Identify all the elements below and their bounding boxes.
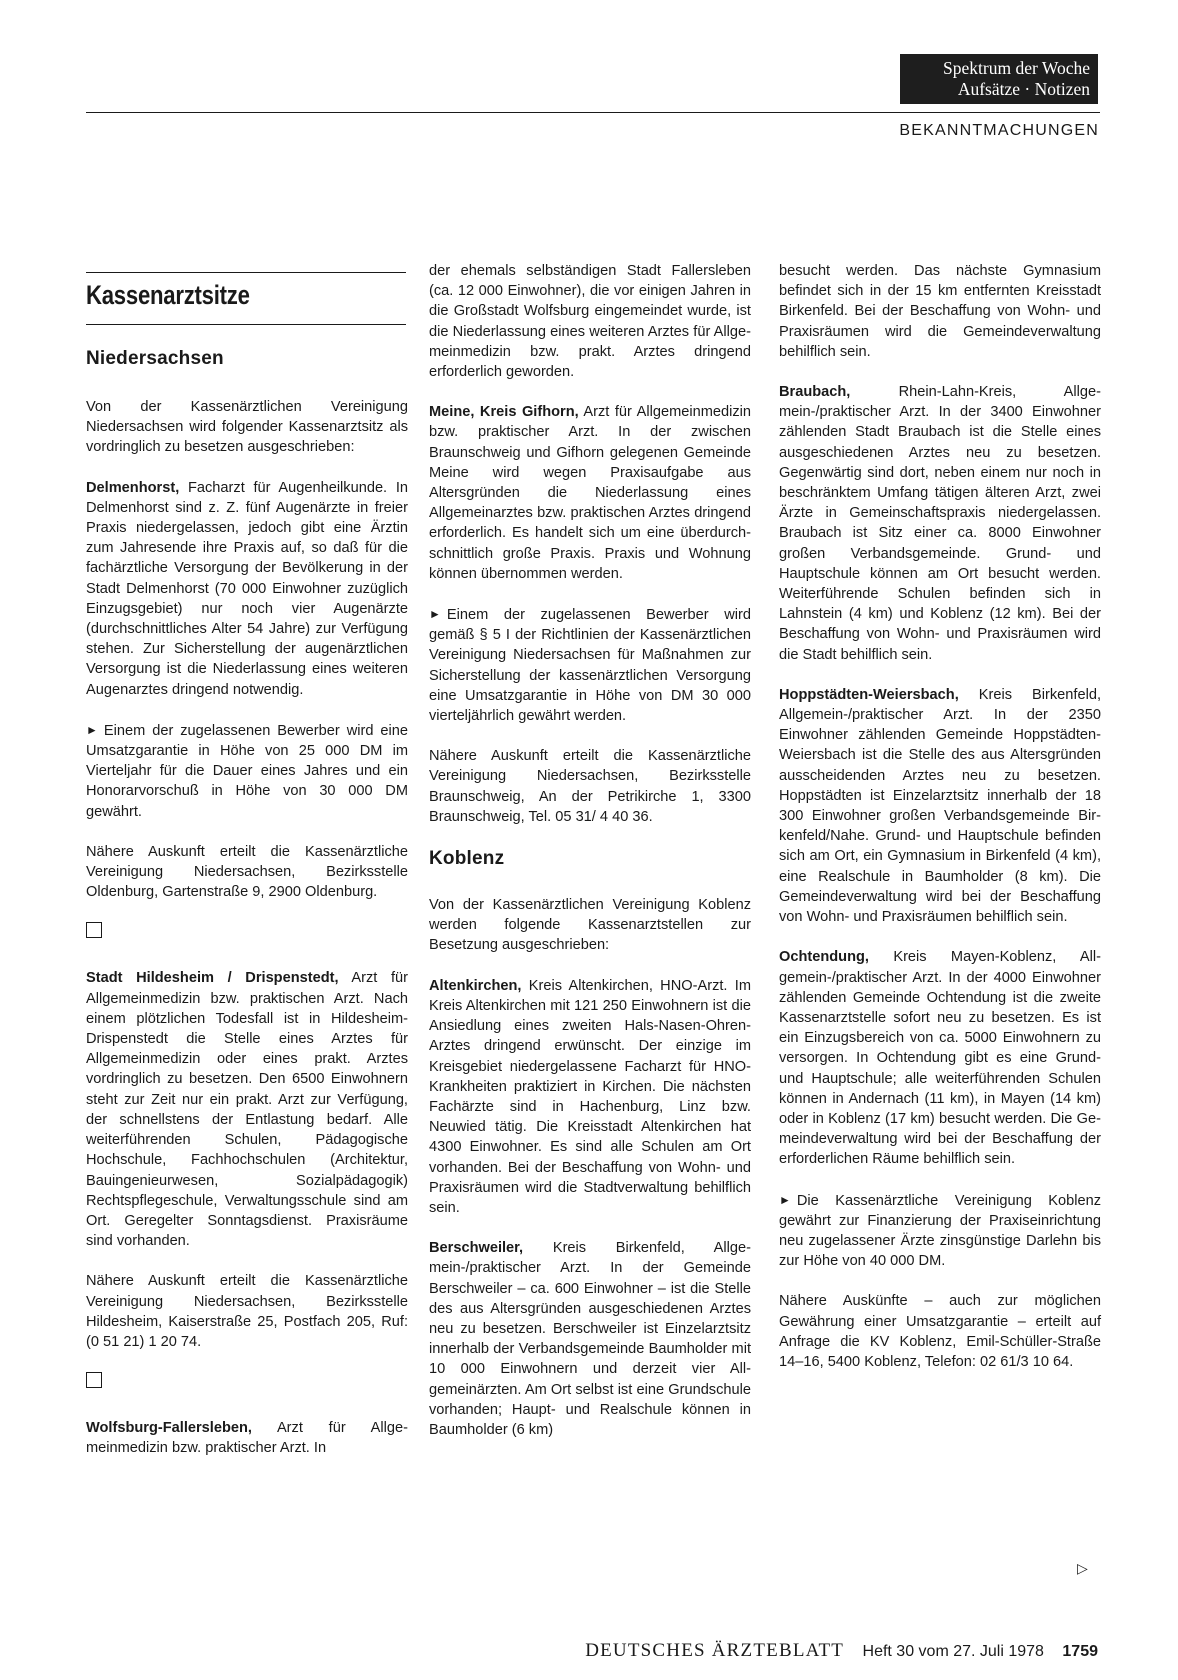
guarantee-paragraph — [429, 604, 751, 726]
title-rule-top — [86, 272, 406, 273]
separator-square-icon — [86, 922, 102, 938]
finance-text: Die Kassenärztliche Vereinigung Koblenz gewährt zur Finanzierung der Praxiseinrichtung neu zugelassener Ärzte zinsgünstige Darlehn bis zur Höhe von 40 000 DM. — [779, 1192, 1101, 1270]
listing-delmenhorst — [86, 478, 408, 700]
listing-text: Kreis Birkenfeld, Allgemein-/praktischer Arzt. In der 2350 Einwohner zählenden Gemeinde Hoppstädten-Weiersbach ist die Stelle des aus Altersgründen ausscheidenden Arztes neu zu besetzen. Hoppstädten ist Einzelarztsitz innerhalb der 18 300 Einwohner großen Verbandsgemeinde Birkenfeld/Nahe. Grund- und Hauptschule befinden sich am Ort, ein Gymnasium in Birkenfeld (4 km), eine Realschule in Baumholder (8 km). Die Gemeindeverwaltung wird bei der Beschaffung von Wohn- und Praxisräumen behilflich sein. — [779, 686, 1101, 926]
column-1 — [86, 345, 408, 1479]
listing-title: Berschweiler, — [429, 1240, 524, 1257]
listing-text: Arzt für Allgemeinmedizin bzw. praktischer Arzt. In der zwischen Braunschweig und Gifhorn gelegenen Gemeinde Meine wird wegen Praxisaufgabe aus Altersgründen die Niederlassung eines Allgemeinarztes bzw. praktischen Arztes dringend erforderlich. Es handelt sich um eine überdurchschnittlich große Praxis. Praxis und Wohnung können übernommen werden. — [429, 404, 751, 582]
guarantee-text: Einem der zugelassenen Bewerber wird eine Umsatzgarantie in Höhe von 25 000 DM im Vierteljahr für die Dauer eines Jahres und ein Honorarvorschuß in Höhe von 30 000 DM gewährt. — [86, 722, 408, 820]
arrow-icon: ► — [429, 607, 441, 622]
journal-name: DEUTSCHES ÄRZTEBLATT — [585, 1640, 845, 1661]
arrow-icon: ► — [86, 722, 98, 737]
listing-text: Facharzt für Augenheilkunde. In Delmenhorst sind z. Z. fünf Augenärzte in freier Praxis niedergelassen, jedoch gibt eine Ärztin zum Jahresende ihre Praxis auf, so daß für die fachärztliche Versorgung der Bevölkerung in der Stadt Delmenhorst (70 000 Einwohner zuzüglich Einzugsgebiet) nur noch vier Augenärzte (durchschnittliches Alter 54 Jahre) zur Verfügung stehen. Zur Sicherstellung der augenärztlichen Versorgung ist die Niederlassung eines weiteren Augenarztes dringend notwendig. — [86, 479, 408, 698]
listing-title: Delmenhorst, — [86, 479, 180, 496]
listing-title: Ochtendung, — [779, 949, 869, 966]
arrow-icon: ► — [779, 1192, 791, 1207]
listing-berschweiler-continued: besucht werden. Das nächste Gymnasium befindet sich in der 15 km entfernten Kreisstadt Birkenfeld. Bei der Beschaffung von Wohn- und Praxisräumen wird die Gemeindeverwaltung behilflich sein. — [779, 263, 1101, 360]
guarantee-paragraph — [86, 720, 408, 822]
listing-text: Kreis Altenkirchen, HNO-Arzt. Im Kreis Altenkirchen mit 121 250 Einwohnern ist die Ansiedlung eines zweiten Hals-Nasen-Ohren-Arztes dringend erwünscht. Der einzige im Kreisgebiet niedergelassene Facharzt für HNO-Krankheiten praktiziert in Kirchen. Die nächsten Fachärzte sind in Hachenburg, Linz bzw. Neuwied tätig. Die Kreisstadt Altenkirchen hat 4300 Einwohner. Es sind alle Schulen am Ort vorhanden. Bei der Beschaffung von Wohn- und Praxisräumen wird die Stadtverwaltung behilflich sein. — [429, 977, 751, 1216]
title-rule-bottom — [86, 324, 406, 325]
listing-text: Arzt für Allgemeinmedizin bzw. praktischer Arzt. In — [86, 1420, 408, 1457]
contact-paragraph: Nähere Auskunft erteilt die Kassenärztliche Vereinigung Niedersachsen, Bezirksstelle Hildesheim, Kaiserstraße 25, Postfach 205, Ruf: (0 51 21) 1 20 74. — [86, 1273, 408, 1350]
listing-hoppstaedten — [779, 685, 1101, 927]
region-heading-niedersachsen: Niedersachsen — [86, 348, 224, 369]
end-triangle-icon: ▷ — [1077, 1560, 1088, 1576]
listing-wolfsburg — [86, 1418, 408, 1458]
listing-altenkirchen — [429, 976, 751, 1218]
separator-square-icon — [86, 1372, 102, 1388]
listing-text: Kreis Birkenfeld, Allgemein-/praktischer Arzt. In der Gemeinde Berschweiler – ca. 600 Einwohner – ist die Stelle des aus Altersgründen ausgeschiedenen Arztes neu zu besetzen. Berschweiler ist Einzelarztsitz innerhalb der Verbandsgemeinde Baumholder mit 10 000 Einwohnern und derzeit vier Allgemeinärzten. Am Ort selbst ist eine Grundschule vorhanden; Haupt- und Realschule können in Baumholder (6 km) — [429, 1240, 751, 1438]
badge-line-2: Aufsätze · Notizen — [957, 79, 1090, 99]
listing-title: Altenkirchen, — [429, 977, 522, 994]
listing-text: Arzt für Allgemeinmedizin bzw. praktischen Arzt. Nach einem plötzlichen Todesfall ist in Hildesheim-Drispenstedt die Stelle eines Arztes für Allgemeinmedizin oder eines prakt. Arztes vordringlich zu besetzen. Den 6500 Einwohnern steht zur Zeit nur ein prakt. Arzt zur Verfügung, der schnellstens der Entlastung bedarf. Alle weiterführenden Schulen, Pädagogische Hochschule, Fachhochschulen (Architektur, Bauingenieurwesen, Sozialpädagogik) Rechtspflegeschule, Verwaltungsschule sind am Ort. Geregelter Sonntagsdienst. Praxisräume sind vorhanden. — [86, 970, 408, 1250]
listing-title: Meine, Kreis Gifhorn, — [429, 404, 579, 421]
listing-title: Stadt Hildesheim / Drispenstedt, — [86, 970, 339, 987]
page-number: 1759 — [1062, 1643, 1098, 1660]
column-3 — [779, 261, 1101, 1392]
listing-ochtendung — [779, 947, 1101, 1169]
page-footer — [585, 1640, 1098, 1662]
listing-wolfsburg-continued: der ehemals selbständigen Stadt Fallersleben (ca. 12 000 Einwohner), die vor einigen Jahren in die Großstadt Wolfsburg eingemeindet wurde, ist die Niederlassung eines weiteren Arztes für Allgemeinmedizin bzw. prakt. Arztes dringend erforderlich geworden. — [429, 263, 751, 381]
listing-text: Kreis Mayen-Koblenz, Allgemein-/praktischer Arzt. In der 4000 Einwohner zählenden Gemeinde Ochtendung ist die zweite Kassenarztstelle sofort neu zu besetzen. Es ist ein Einzugsbereich von ca. 5000 Einwohnern zu versorgen. In Ochtendung gibt es eine Grund- und Hauptschule; alle weiterführenden Schulen können in Andernach (11 km), in Mayen (14 km) oder in Koblenz (17 km) besucht werden. Die Gemeindeverwaltung wird bei der Beschaffung der erforderlichen Räume behilflich sein. — [779, 949, 1101, 1168]
section-badge — [900, 54, 1098, 104]
listing-title: Hoppstädten-Weiersbach, — [779, 686, 959, 703]
contact-paragraph: Nähere Auskünfte – auch zur möglichen Gewährung einer Umsatzgarantie – erteilt auf Anfrage die KV Koblenz, Emil-Schüller-Straße 14–16, 5400 Koblenz, Telefon: 02 61/3 10 64. — [779, 1293, 1101, 1370]
listing-berschweiler — [429, 1238, 751, 1440]
finance-paragraph — [779, 1190, 1101, 1272]
region-heading-koblenz: Koblenz — [429, 848, 505, 870]
listing-title: Wolfsburg-Fallersleben, — [86, 1420, 252, 1437]
badge-line-1: Spektrum der Woche — [943, 58, 1090, 78]
intro-paragraph: Von der Kassenärztlichen Vereinigung Koblenz werden folgende Kassenarztstellen zur Besetzung ausgeschrieben: — [429, 897, 751, 954]
issue-info: Heft 30 vom 27. Juli 1978 — [862, 1643, 1044, 1660]
column-2 — [429, 261, 751, 1460]
contact-paragraph: Nähere Auskunft erteilt die Kassenärztliche Vereinigung Niedersachsen, Bezirksstelle Oldenburg, Gartenstraße 9, 2900 Oldenburg. — [86, 843, 408, 901]
guarantee-text: Einem der zugelassenen Bewerber wird gemäß § 5 I der Richtlinien der Kassenärztlichen Vereinigung Niedersachsen für Maßnahmen zur Sicherstellung der kassenärztlichen Versorgung eine Umsatzgarantie in Höhe von DM 30 000 vierteljährlich gewährt werden. — [429, 607, 751, 725]
listing-title: Braubach, — [779, 384, 851, 401]
section-label: BEKANNTMACHUNGEN — [899, 122, 1099, 139]
intro-paragraph: Von der Kassenärztlichen Vereinigung Niedersachsen wird folgender Kassenarztsitz als vordringlich zu besetzen ausgeschrieben: — [86, 399, 408, 456]
header-rule — [86, 112, 1100, 113]
listing-hildesheim — [86, 968, 408, 1251]
listing-text: Rhein-Lahn-Kreis, Allgemein-/praktischer Arzt. In der 3400 Einwohner zählenden Stadt Braubach ist die Stelle eines ausgeschiedenen Arztes neu zu besetzen. Gegenwärtig sind dort, neben einem nur noch in beschränktem Umfang tätigen älteren Arzt, zwei Ärzte in Gemeinschaftspraxis niedergelassen. Braubach ist Sitz einer ca. 8000 Einwohner großen Verbandsgemeinde. Grund- und Hauptschule können am Ort besucht werden. Weiterführende Schulen befinden sich in Lahnstein (4 km) und Koblenz (12 km). Bei der Beschaffung von Wohn- und Praxisräumen wird die Stadt behilflich sein. — [779, 384, 1101, 663]
contact-paragraph: Nähere Auskunft erteilt die Kassenärztliche Vereinigung Niedersachsen, Bezirksstelle Braunschweig, An der Petrikirche 1, 3300 Braunschweig, Tel. 05 31/ 4 40 36. — [429, 748, 751, 825]
article-title: Kassenarztsitze — [86, 280, 250, 310]
listing-braubach — [779, 382, 1101, 665]
listing-meine — [429, 402, 751, 584]
